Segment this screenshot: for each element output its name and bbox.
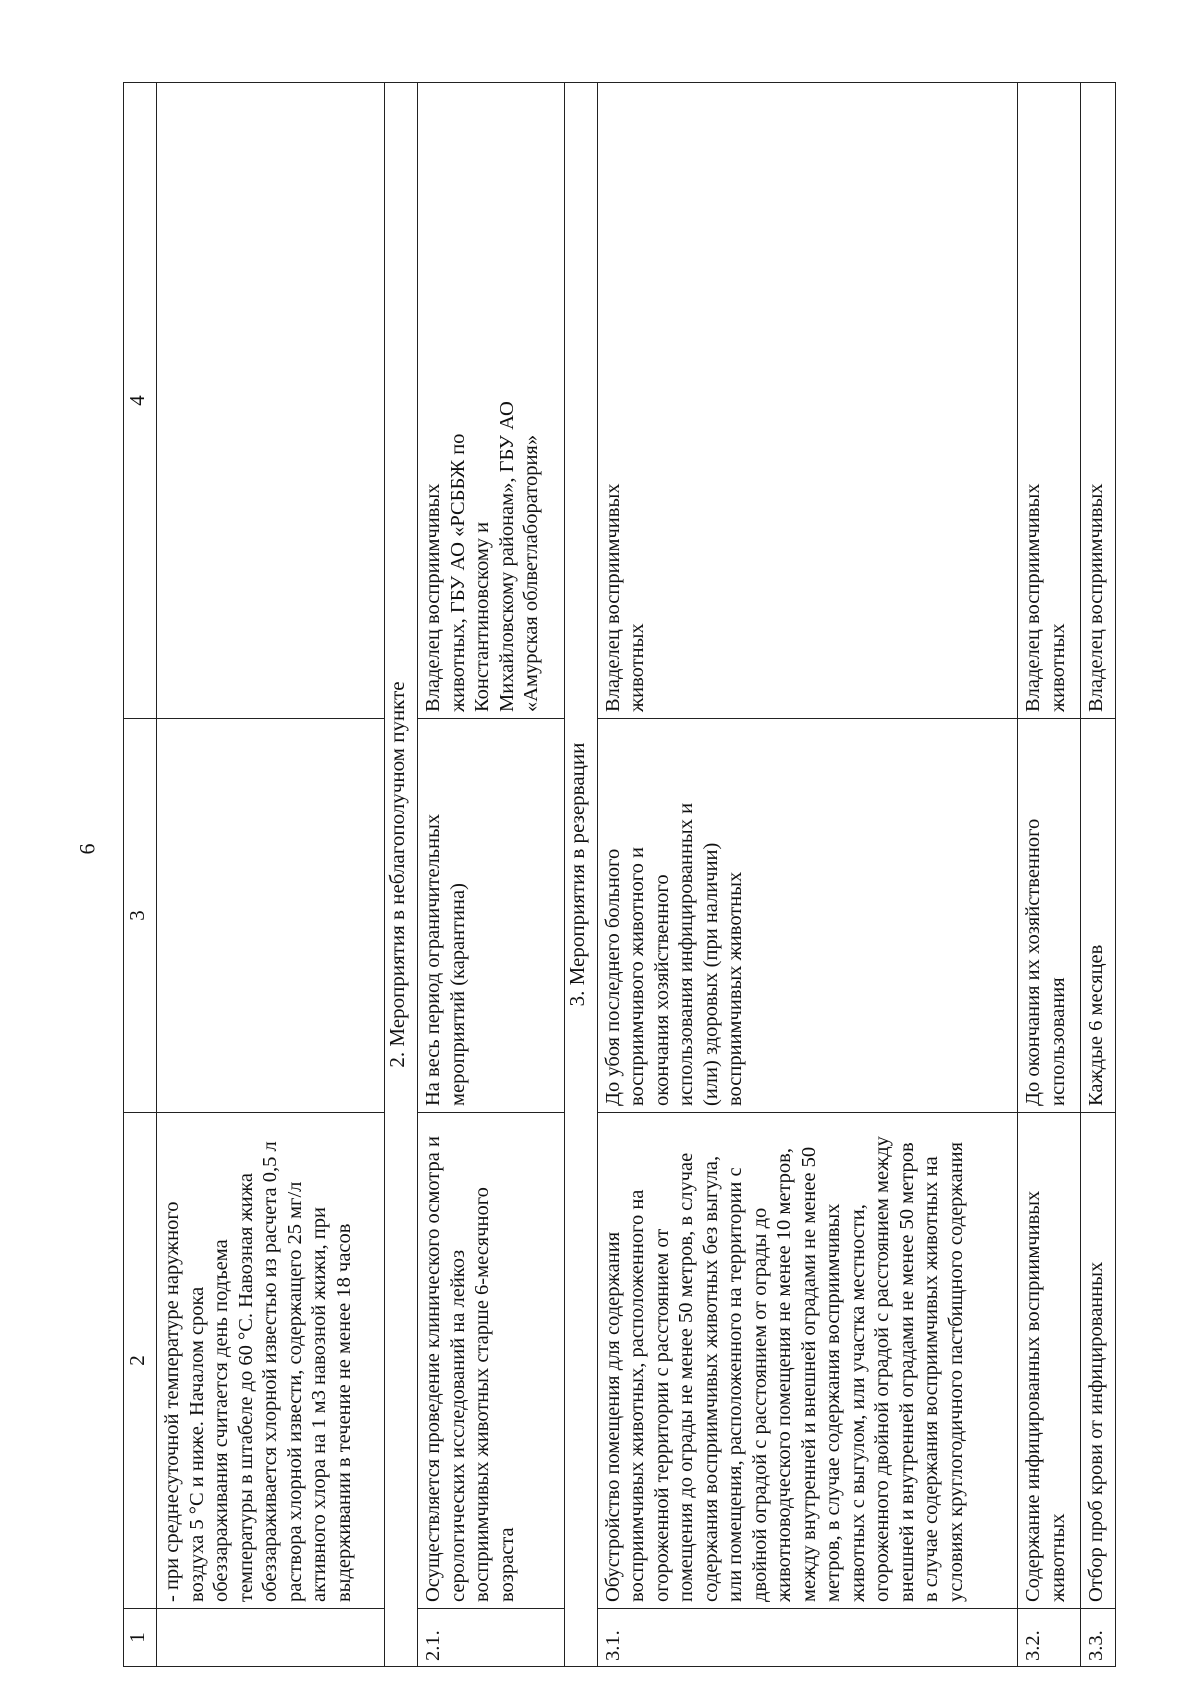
measure-cell: Осуществляется проведение клинического осмотра и серологических исследований на лейкоз восприимчивых животных старше 6-месячного возраста bbox=[418, 1113, 564, 1609]
section-row bbox=[384, 83, 417, 1667]
header-col-2: 2 bbox=[124, 1113, 157, 1609]
measure-cell: Содержание инфицированных восприимчивых животных bbox=[1018, 1113, 1080, 1609]
table-row bbox=[157, 83, 385, 1667]
term-cell: До убоя последнего больного восприимчивого животного и окончания хозяйственного использования инфицированных и (или) здоровых (при наличии) восприимчивых животных bbox=[597, 719, 1017, 1113]
section-title: 2. Мероприятия в неблагополучном пункте bbox=[384, 83, 417, 1667]
section-title: 3. Мероприятия в резервации bbox=[564, 83, 597, 1667]
table-row bbox=[597, 83, 1017, 1667]
responsible-cell: Владелец восприимчивых животных bbox=[1018, 83, 1080, 719]
table-row bbox=[1080, 83, 1115, 1667]
measure-cell: Обустройство помещения для содержания восприимчивых животных, расположенного на огороженной территории с расстоянием от помещения до ограды не менее 50 метров, в случае содержания восприимчивых животных без выгула, или помещения, расположенного на территории с двойной оградой с расстоянием от ограды до животноводческого помещения не менее 10 метров, между внутренней и внешней оградами не менее 50 метров, в случае содержания восприимчивых животных с выгулом, или участка местности, огороженного двойной оградой с расстоянием между внешней и внутренней оградами не менее 50 метров в случае содержания восприимчивых животных на условиях круглогодичного пастбищного содержания bbox=[597, 1113, 1017, 1609]
row-number: 3.3. bbox=[1080, 1609, 1115, 1667]
row-number: 3.2. bbox=[1018, 1609, 1080, 1667]
responsible-cell: Владелец восприимчивых bbox=[1080, 83, 1115, 719]
row-number: 3.1. bbox=[597, 1609, 1017, 1667]
header-col-3: 3 bbox=[124, 719, 157, 1113]
table-header-row bbox=[124, 83, 157, 1667]
term-cell: Каждые 6 месяцев bbox=[1080, 719, 1115, 1113]
responsible-cell: Владелец восприимчивых животных bbox=[597, 83, 1017, 719]
responsible-cell bbox=[157, 83, 385, 719]
term-cell: На весь период ограничительных мероприятий (карантина) bbox=[418, 719, 564, 1113]
rotated-table-container bbox=[123, 83, 1200, 1661]
measure-cell: - при среднесуточной температуре наружного воздуха 5 °С и ниже. Началом срока обеззараживания считается день подъема температуры в штабеле до 60 °С. Навозная жижа обеззараживается хлорной известью из расчета 0,5 л раствора хлорной извести, содержащего 25 мг/л активного хлора на 1 м3 навозной жижи, при выдерживании в течение не менее 18 часов bbox=[157, 1113, 385, 1609]
header-col-1: 1 bbox=[124, 1609, 157, 1667]
measures-table bbox=[123, 82, 1116, 1667]
table-row bbox=[418, 83, 564, 1667]
term-cell: До окончания их хозяйственного использования bbox=[1018, 719, 1080, 1113]
measure-cell: Отбор проб крови от инфицированных bbox=[1080, 1113, 1115, 1609]
responsible-cell: Владелец восприимчивых животных, ГБУ АО «РСББЖ по Константиновскому и Михайловскому районам», ГБУ АО «Амурская облветлаборатория» bbox=[418, 83, 564, 719]
row-number bbox=[157, 1609, 385, 1667]
row-number: 2.1. bbox=[418, 1609, 564, 1667]
page-number: 6 bbox=[74, 843, 100, 855]
section-row bbox=[564, 83, 597, 1667]
header-col-4: 4 bbox=[124, 83, 157, 719]
table-row bbox=[1018, 83, 1080, 1667]
term-cell bbox=[157, 719, 385, 1113]
